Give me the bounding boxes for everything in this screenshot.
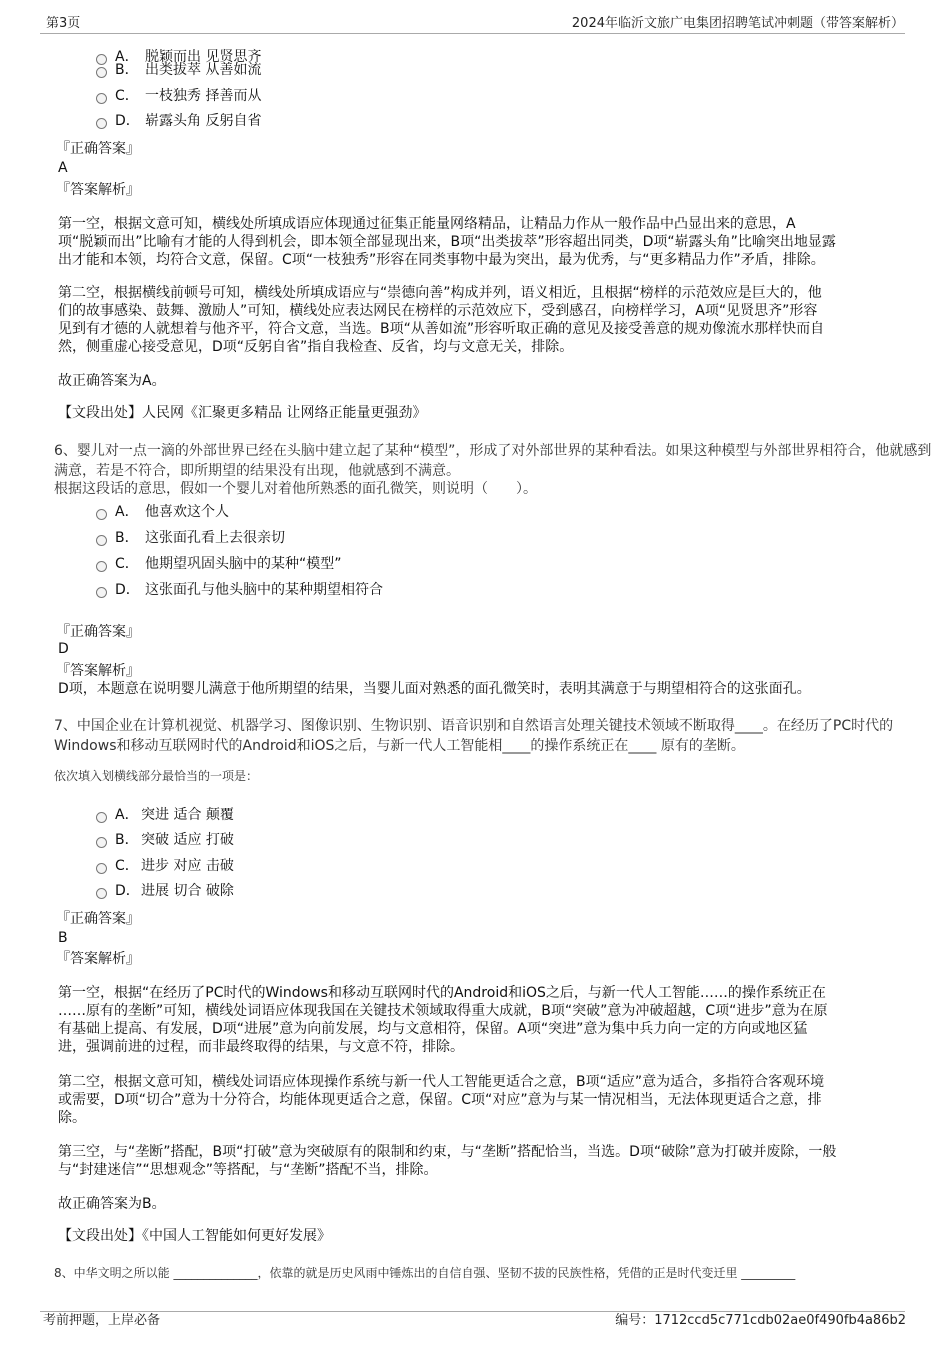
document-id: 编号：1712ccd5c771cdb02ae0f490fb4a86b2 (615, 1313, 906, 1328)
option-text: 这张面孔看上去很亲切 (145, 530, 285, 546)
source: 【文段出处】人民网《汇聚更多精品 让网络正能量更强劲》 (58, 405, 427, 421)
radio-icon[interactable] (96, 535, 107, 546)
option-text: 突破 适应 打破 (141, 832, 234, 848)
radio-icon[interactable] (96, 863, 107, 874)
option-b[interactable] (96, 61, 261, 79)
option-letter: B． (115, 530, 139, 546)
page-number: 第3页 (46, 16, 81, 31)
option-letter: D． (115, 113, 140, 129)
document-title: 2024年临沂文旅广电集团招聘笔试冲刺题（带答案解析） (571, 16, 904, 31)
option-letter: D． (115, 883, 140, 899)
option-a[interactable] (96, 806, 234, 824)
option-letter: A． (115, 807, 139, 823)
option-text: 这张面孔与他头脑中的某种期望相符合 (145, 582, 383, 598)
option-text: 崭露头角 反躬自省 (145, 113, 262, 129)
radio-icon[interactable] (96, 93, 107, 104)
correct-answer-label: 『正确答案』 (56, 624, 140, 640)
conclusion: 故正确答案为A。 (58, 373, 166, 389)
option-letter: A． (115, 49, 139, 65)
option-text: 出类拔萃 从善如流 (145, 62, 262, 78)
header-divider (40, 33, 905, 34)
radio-icon[interactable] (96, 509, 107, 520)
option-b[interactable] (96, 529, 285, 547)
option-d[interactable] (96, 882, 234, 900)
correct-answer: B (58, 930, 68, 946)
analysis-label: 『答案解析』 (56, 951, 140, 967)
option-text: 进步 对应 击破 (141, 858, 234, 874)
correct-answer: D (58, 641, 69, 657)
option-a[interactable] (96, 503, 229, 521)
correct-answer-label: 『正确答案』 (56, 141, 140, 157)
option-letter: D． (115, 582, 140, 598)
radio-icon[interactable] (96, 561, 107, 572)
analysis-paragraph: 第三空，与“垄断”搭配，B项“打破”意为突破原有的限制和约束，与“垄断”搭配恰当，当选。D项“破除”意为打破并废除，一般 与“封建迷信”“思想观念”等搭配，与“垄断”搭配不当，排除。 (58, 1144, 837, 1178)
analysis-text: D项，本题意在说明婴儿满意于他所期望的结果，当婴儿面对熟悉的面孔微笑时，表明其满意于与期望相符合的这张面孔。 (58, 681, 811, 697)
option-letter: C． (115, 88, 139, 104)
footer-slogan: 考前押题，上岸必备 (43, 1313, 161, 1328)
radio-icon[interactable] (96, 888, 107, 899)
option-text: 进展 切合 破除 (141, 883, 234, 899)
question-stem: 7、中国企业在计算机视觉、机器学习、图像识别、生物识别、语音识别和自然语言处理关键技术领域不断取得____。在经历了PC时代的 Windows和移动互联网时代的Android和iOS之后，与新一代人工智能相____的操作系统正在____ 原有的垄断。 (54, 718, 894, 754)
question-stem: 6、婴儿对一点一滴的外部世界已经在头脑中建立起了某种“模型”，形成了对外部世界的某种看法。如果这种模型与外部世界相符合，他就感到 满意，若是不符合，即所期望的结果没有出现，他就感到不满意。 根据这段话的意思，假如一个婴儿对着他所熟悉的面孔微笑，则说明（ ）。 (54, 443, 932, 497)
source: 【文段出处】《中国人工智能如何更好发展》 (58, 1228, 331, 1244)
option-text: 他期望巩固头脑中的某种“模型” (145, 556, 342, 572)
radio-icon[interactable] (96, 67, 107, 78)
conclusion: 故正确答案为B。 (58, 1196, 166, 1212)
option-text: 突进 适合 颠覆 (141, 807, 234, 823)
option-d[interactable] (96, 581, 383, 599)
option-letter: B． (115, 62, 139, 78)
option-c[interactable] (96, 87, 261, 105)
option-text: 一枝独秀 择善而从 (145, 88, 262, 104)
analysis-paragraph: 第一空，根据“在经历了PC时代的Windows和移动互联网时代的Android和iOS之后，与新一代人工智能……的操作系统正在 ……原有的垄断”可知，横线处词语应体现我国在关键技术领域取得重大成就，B项“突破”意为冲破超越，C项“进步”意为在原 有基础上提高、有发展，D项“进展”意为向前发展，均与文意相符，保留。A项“突进”意为集中兵力向一定的方向或地区猛 进，强调前进的过程，而非最终取得的结果，与文意不符，排除。 (58, 985, 828, 1055)
option-b[interactable] (96, 831, 234, 849)
option-text: 脱颖而出 见贤思齐 (145, 49, 262, 65)
analysis-paragraph: 第一空，根据文意可知，横线处所填成语应体现通过征集正能量网络精品，让精品力作从一般作品中凸显出来的意思，A 项“脱颖而出”比喻有才能的人得到机会，即本领全部显现出来，B项“出类拔萃”形容超出同类，D项“崭露头角”比喻突出地显露 出才能和本领，均符合文意，保留。C项“一枝独秀”形容在同类事物中最为突出，最为优秀，与“更多精品力作”矛盾，排除。 (58, 216, 836, 268)
correct-answer: A (58, 160, 68, 176)
radio-icon[interactable] (96, 118, 107, 129)
radio-icon[interactable] (96, 812, 107, 823)
question-stem: 8、中华文明之所以能 ______________，依靠的就是历史风雨中锤炼出的自信自强、坚韧不拔的民族性格，凭借的正是时代变迁里 _________ (54, 1266, 796, 1280)
option-letter: C． (115, 858, 139, 874)
radio-icon[interactable] (96, 587, 107, 598)
option-text: 他喜欢这个人 (145, 504, 229, 520)
option-c[interactable] (96, 555, 342, 573)
option-letter: A． (115, 504, 139, 520)
option-letter: B． (115, 832, 139, 848)
correct-answer-label: 『正确答案』 (56, 911, 140, 927)
analysis-label: 『答案解析』 (56, 663, 140, 679)
analysis-paragraph: 第二空，根据文意可知，横线处词语应体现操作系统与新一代人工智能更适合之意，B项“适应”意为适合，多指符合客观环境 或需要，D项“切合”意为十分符合，均能体现更适合之意，保留。C项“对应”意为与某一情况相当，无法体现更适合之意，排 除。 (58, 1074, 825, 1126)
analysis-paragraph: 第二空，根据横线前顿号可知，横线处所填成语应与“崇德向善”构成并列，语义相近，且根据“榜样的示范效应是巨大的，他 们的故事感染、鼓舞、激励人”可知，横线处应表达网民在榜样的示范效应下，受到感召，向榜样学习，A项“见贤思齐”形容 见到有才德的人就想着与他齐平，符合文意，当选。B项“从善如流”形容听取正确的意见及接受善意的规劝像流水那样快而自 然，侧重虚心接受意见，D项“反躬自省”指自我检查、反省，均与文意无关，排除。 (58, 285, 825, 355)
question-prompt: 依次填入划横线部分最恰当的一项是： (54, 769, 259, 783)
option-letter: C． (115, 556, 139, 572)
option-d[interactable] (96, 112, 261, 130)
radio-icon[interactable] (96, 837, 107, 848)
analysis-label: 『答案解析』 (56, 182, 140, 198)
option-c[interactable] (96, 857, 234, 875)
